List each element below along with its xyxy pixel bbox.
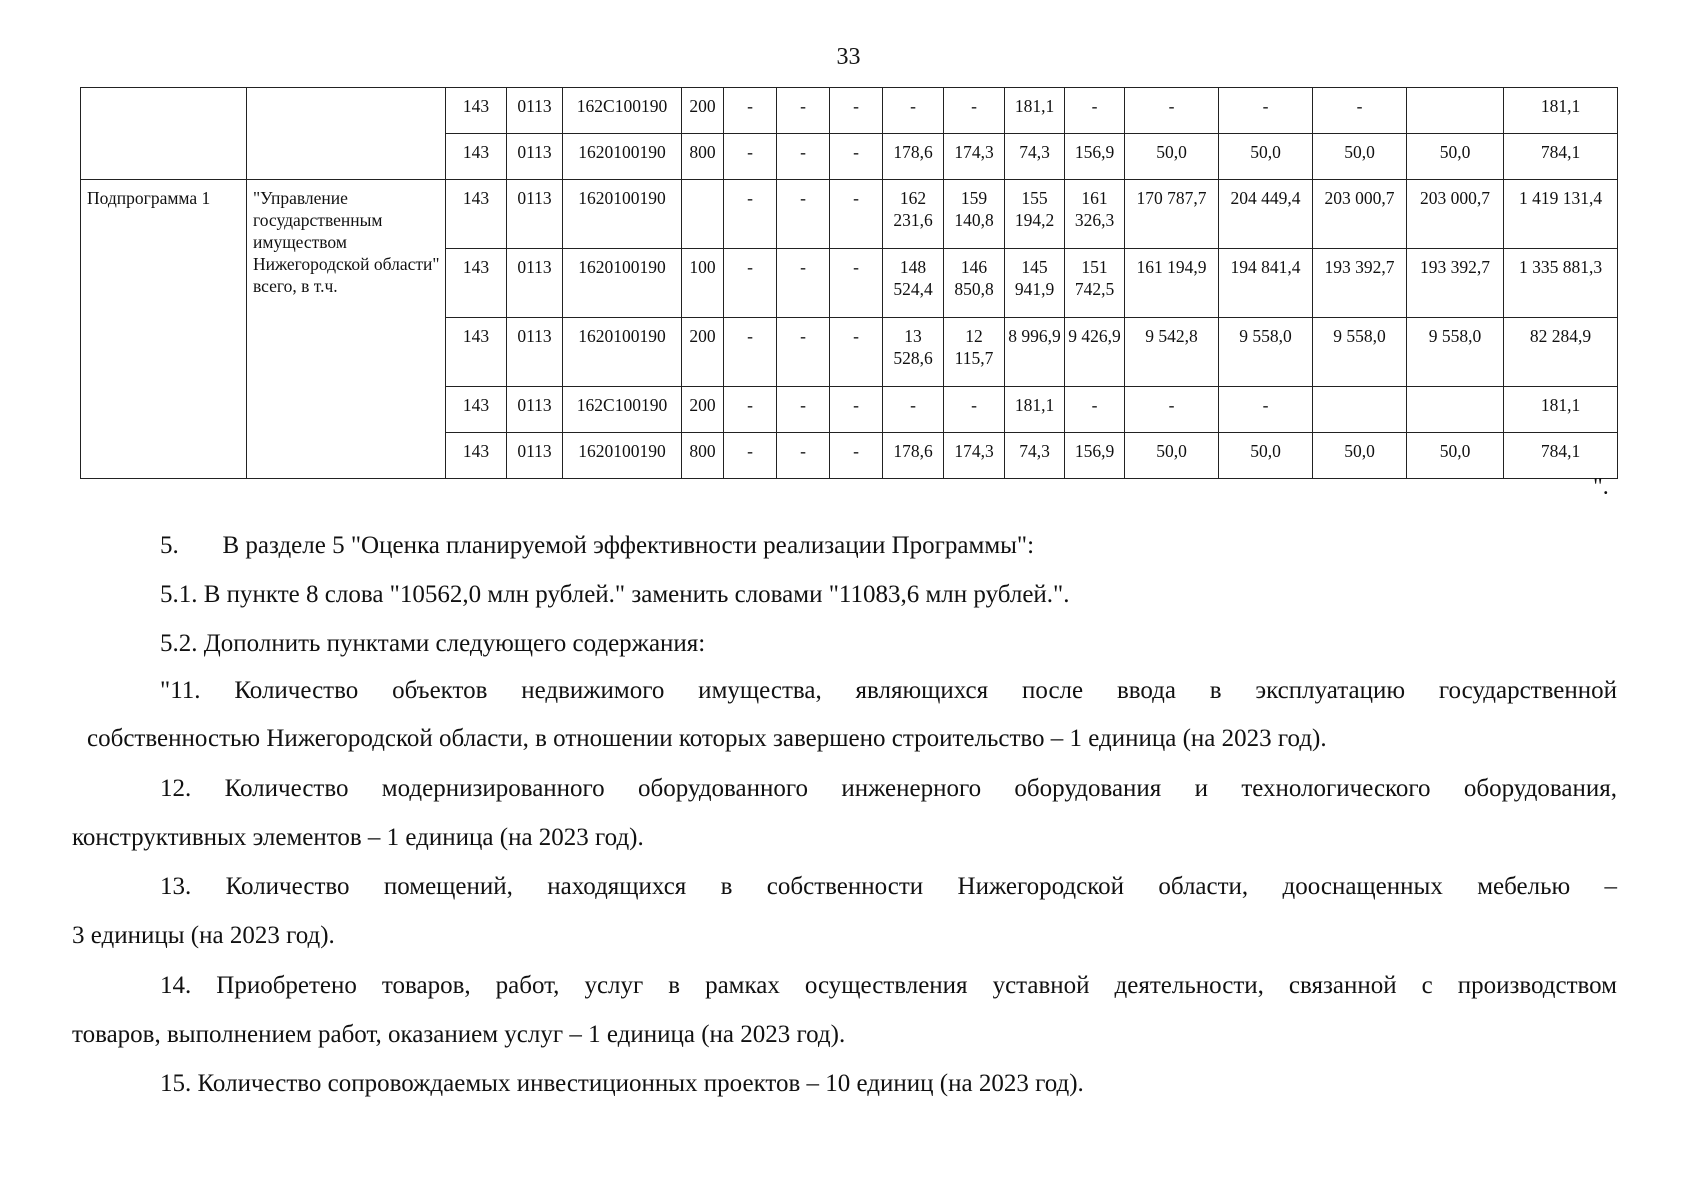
paragraph-13-line-2: 3 единицы (на 2023 год).	[72, 922, 335, 949]
table-cell: 0113	[507, 88, 563, 134]
table-cell: 162C100190	[563, 387, 682, 433]
table-cell: 162C100190	[563, 88, 682, 134]
table-cell: 9 558,0	[1407, 318, 1504, 387]
table-cell: 156,9	[1065, 134, 1125, 180]
table-cell: 143	[446, 134, 507, 180]
table-cell: -	[1065, 88, 1125, 134]
table-cell: 9 542,8	[1125, 318, 1219, 387]
table-cell: 0113	[507, 318, 563, 387]
table-cell: -	[777, 88, 830, 134]
table-cell: 181,1	[1504, 387, 1618, 433]
table-cell: 0113	[507, 180, 563, 249]
table-cell: 148 524,4	[883, 249, 944, 318]
table-cell: -	[944, 88, 1005, 134]
table-cell: 13 528,6	[883, 318, 944, 387]
table-cell: -	[777, 249, 830, 318]
table-cell: -	[777, 318, 830, 387]
paragraph-5: 5. В разделе 5 "Оценка планируемой эффективности реализации Программы":	[160, 532, 1035, 559]
table-cell: -	[830, 134, 883, 180]
table-cell	[1313, 387, 1407, 433]
table-cell: -	[724, 134, 777, 180]
table-cell: 143	[446, 249, 507, 318]
table-cell: -	[1065, 387, 1125, 433]
table-cell: 800	[682, 433, 724, 479]
table-row	[81, 88, 1618, 134]
table-row	[81, 180, 1618, 249]
paragraph-12-line-1: 12. Количество модернизированного оборудованного инженерного оборудования и технологического оборудования,	[160, 775, 1617, 802]
table-cell: 50,0	[1219, 433, 1313, 479]
table-cell: 74,3	[1005, 134, 1065, 180]
table-cell: -	[1219, 88, 1313, 134]
table-cell: 200	[682, 387, 724, 433]
table-cell: -	[724, 318, 777, 387]
table-cell: 784,1	[1504, 433, 1618, 479]
paragraph-14-line-2: товаров, выполнением работ, оказанием услуг – 1 единица (на 2023 год).	[72, 1021, 846, 1048]
table-cell: 0113	[507, 249, 563, 318]
table-cell: 181,1	[1005, 88, 1065, 134]
table-cell: -	[830, 387, 883, 433]
table-cell: -	[777, 387, 830, 433]
table-cell: 200	[682, 88, 724, 134]
table-cell: -	[883, 387, 944, 433]
table-cell: 50,0	[1219, 134, 1313, 180]
table-cell: 161 194,9	[1125, 249, 1219, 318]
table-cell: 784,1	[1504, 134, 1618, 180]
table-cell: 50,0	[1407, 134, 1504, 180]
paragraph-12-line-2: конструктивных элементов – 1 единица (на 2023 год).	[72, 824, 644, 851]
table-cell: 203 000,7	[1313, 180, 1407, 249]
table-cell	[81, 88, 247, 180]
table-cell: 82 284,9	[1504, 318, 1618, 387]
table-cell: 143	[446, 180, 507, 249]
table-cell: -	[830, 318, 883, 387]
table-cell: 1620100190	[563, 433, 682, 479]
table-cell: 50,0	[1313, 433, 1407, 479]
closing-quote: ".	[1593, 474, 1609, 500]
table-cell	[1407, 387, 1504, 433]
table-cell: 151 742,5	[1065, 249, 1125, 318]
table-cell: 800	[682, 134, 724, 180]
table-cell: 181,1	[1504, 88, 1618, 134]
table-cell: 203 000,7	[1407, 180, 1504, 249]
paragraph-5-2: 5.2. Дополнить пунктами следующего содержания:	[160, 630, 706, 657]
table-cell: -	[830, 433, 883, 479]
table-cell: 181,1	[1005, 387, 1065, 433]
table-cell: 9 558,0	[1313, 318, 1407, 387]
table-cell: 9 426,9	[1065, 318, 1125, 387]
table-cell: 170 787,7	[1125, 180, 1219, 249]
table-cell: 50,0	[1407, 433, 1504, 479]
table-cell: -	[724, 387, 777, 433]
table-cell: 9 558,0	[1219, 318, 1313, 387]
table-cell: 50,0	[1125, 433, 1219, 479]
page-number: 33	[836, 44, 861, 70]
table-cell	[1407, 88, 1504, 134]
table-cell: -	[830, 249, 883, 318]
table-cell: 193 392,7	[1313, 249, 1407, 318]
table-cell: 1 335 881,3	[1504, 249, 1618, 318]
table-cell: 74,3	[1005, 433, 1065, 479]
table-cell: 1620100190	[563, 134, 682, 180]
table-cell: 174,3	[944, 134, 1005, 180]
table-cell: 174,3	[944, 433, 1005, 479]
table-cell: 143	[446, 318, 507, 387]
table-cell: 100	[682, 249, 724, 318]
table-cell: -	[883, 88, 944, 134]
table-cell: 12 115,7	[944, 318, 1005, 387]
table-cell: 178,6	[883, 134, 944, 180]
table-cell: 143	[446, 387, 507, 433]
table-cell: 0113	[507, 387, 563, 433]
paragraph-13-line-1: 13. Количество помещений, находящихся в собственности Нижегородской области, дооснащенных мебелью –	[160, 873, 1617, 900]
paragraph-11-line-1: "11. Количество объектов недвижимого имущества, являющихся после ввода в эксплуатацию государственной	[160, 677, 1617, 704]
paragraph-15: 15. Количество сопровождаемых инвестиционных проектов – 10 единиц (на 2023 год).	[160, 1070, 1084, 1097]
table-cell: 1 419 131,4	[1504, 180, 1618, 249]
table-cell: 145 941,9	[1005, 249, 1065, 318]
table-cell: 162 231,6	[883, 180, 944, 249]
table-cell: 178,6	[883, 433, 944, 479]
table-cell: -	[1313, 88, 1407, 134]
subprogram-label: Подпрограмма 1	[81, 180, 247, 479]
table-cell: 143	[446, 88, 507, 134]
paragraph-5-1: 5.1. В пункте 8 слова "10562,0 млн рублей." заменить словами "11083,6 млн рублей.".	[160, 581, 1070, 608]
table-cell: -	[830, 180, 883, 249]
paragraph-11-line-2: собственностью Нижегородской области, в отношении которых завершено строительство – 1 единица (на 2023 год).	[87, 725, 1327, 752]
table-cell: -	[777, 134, 830, 180]
table-cell: 1620100190	[563, 249, 682, 318]
table-cell: 1620100190	[563, 180, 682, 249]
table-cell: -	[1125, 88, 1219, 134]
table-cell: -	[724, 180, 777, 249]
subprogram-name: "Управление государственным имуществом Нижегородской области" всего, в т.ч.	[247, 180, 446, 479]
table-cell: 194 841,4	[1219, 249, 1313, 318]
table-cell: 0113	[507, 433, 563, 479]
table-cell: 193 392,7	[1407, 249, 1504, 318]
table-cell: -	[724, 88, 777, 134]
table-cell: 50,0	[1313, 134, 1407, 180]
table-cell: 143	[446, 433, 507, 479]
table-cell: 155 194,2	[1005, 180, 1065, 249]
budget-table	[80, 87, 1618, 479]
table-cell	[682, 180, 724, 249]
paragraph-14-line-1: 14. Приобретено товаров, работ, услуг в рамках осуществления уставной деятельности, связанной с производством	[160, 972, 1617, 999]
table-cell: 159 140,8	[944, 180, 1005, 249]
table-cell: -	[1219, 387, 1313, 433]
table-cell: -	[1125, 387, 1219, 433]
table-cell: -	[724, 433, 777, 479]
table-cell: -	[724, 249, 777, 318]
table-cell: 8 996,9	[1005, 318, 1065, 387]
table-cell: -	[777, 180, 830, 249]
table-cell: 146 850,8	[944, 249, 1005, 318]
table-cell: 200	[682, 318, 724, 387]
table-cell: -	[944, 387, 1005, 433]
table-cell: 1620100190	[563, 318, 682, 387]
table-cell: 156,9	[1065, 433, 1125, 479]
table-cell	[247, 88, 446, 180]
table-cell: 204 449,4	[1219, 180, 1313, 249]
table-cell: 161 326,3	[1065, 180, 1125, 249]
table-cell: 0113	[507, 134, 563, 180]
table-cell: 50,0	[1125, 134, 1219, 180]
table-cell: -	[777, 433, 830, 479]
table-cell: -	[830, 88, 883, 134]
